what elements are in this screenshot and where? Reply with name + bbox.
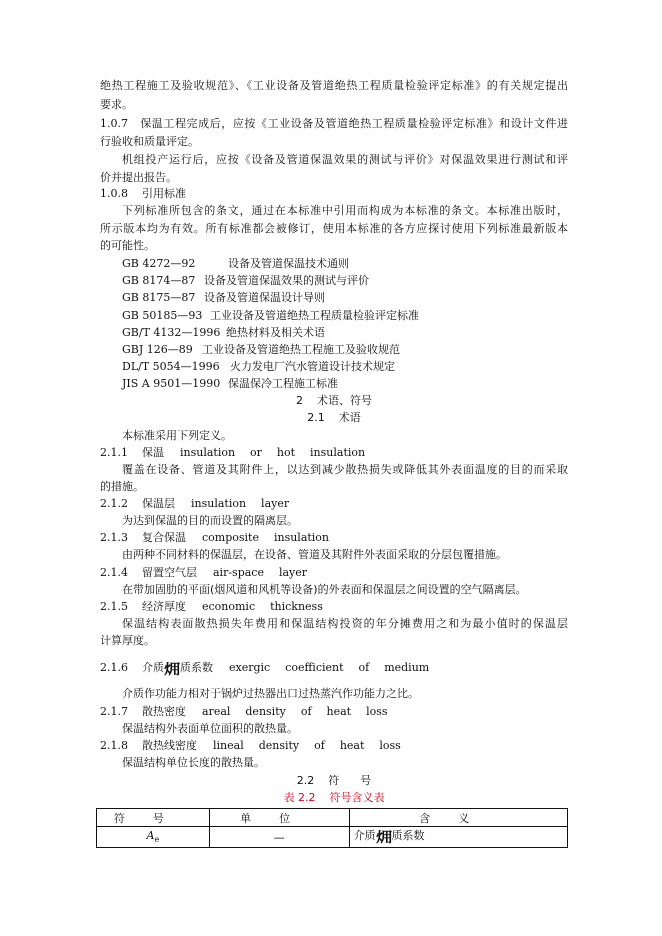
term-english: lineal density of heat loss	[213, 739, 401, 752]
term-number: 2.1.4	[100, 566, 128, 579]
standard-title: 工业设备及管道绝热工程施工及验收规范	[202, 343, 400, 356]
paragraph-line: 所示版本均为有效。所有标准都会被修订，使用本标准的各方应探讨使用下列标准最新版本	[100, 222, 568, 235]
term-name: 散热密度	[142, 705, 186, 718]
standard-title: 保温保冷工程施工标准	[228, 377, 338, 390]
standard-item	[122, 256, 349, 272]
term-definition: 保温结构单位长度的散热量。	[122, 756, 265, 769]
symbol-table	[96, 808, 568, 848]
term-definition: 保温结构表面散热损失年费用和保温结构投资的年分摊费用之和为最小值时的保温层	[122, 617, 568, 630]
paragraph-line: 本标准采用下列定义。	[122, 429, 232, 442]
standard-code: GB 8174—87	[122, 274, 196, 287]
term-number: 2.1.2	[100, 497, 128, 510]
exergy-glyph: 㶲	[375, 830, 392, 846]
term-name: 复合保温	[142, 531, 186, 544]
clause-number: 1.0.8	[100, 187, 128, 200]
symbol-letter: A	[146, 829, 155, 843]
standard-code: GB 4272—92	[122, 257, 196, 270]
column-header: 含义	[349, 809, 567, 827]
paragraph-line: 下列标准所包含的条文，通过在本标准中引用而构成为本标准的条文。本标准出版时，	[122, 204, 568, 217]
term-entry	[100, 704, 388, 720]
term-number: 2.1.7	[100, 705, 128, 718]
paragraph-line: 绝热工程施工及验收规范》、《工业设备及管道绝热工程质量检验评定标准》的有关规定提出	[100, 79, 568, 92]
term-entry	[100, 599, 323, 615]
column-header: 符号	[97, 809, 210, 827]
term-english: composite insulation	[202, 531, 330, 544]
symbol-cell	[97, 827, 210, 848]
standard-code: GB/T 4132—1996	[122, 326, 221, 339]
table-header-row	[97, 809, 568, 827]
standard-code: GBJ 126—89	[122, 343, 193, 356]
paragraph-line: 机组投产运行后，应按《设备及管道保温效果的测试与评价》对保温效果进行测试和评	[122, 153, 568, 166]
table-caption: 表 2.2 符号含义表	[283, 791, 385, 804]
section-heading: 2.2 符 号	[296, 774, 372, 787]
term-name-part: 介质	[142, 661, 164, 674]
standard-item	[122, 342, 400, 358]
standard-title: 设备及管道保温技术通则	[228, 257, 349, 270]
standard-item	[122, 273, 369, 289]
term-entry	[100, 738, 401, 754]
term-english: insulation or hot insulation	[180, 446, 366, 459]
clause-1-0-7	[100, 116, 568, 132]
term-entry	[100, 565, 307, 581]
term-definition: 保温结构外表面单位面积的散热量。	[122, 722, 298, 735]
term-definition: 由两种不同材料的保温层，在设备、管道及其附件外表面采取的分层包覆措施。	[122, 548, 507, 561]
term-number: 2.1.6	[100, 661, 128, 674]
standard-item	[122, 325, 325, 341]
term-name: 经济厚度	[142, 600, 186, 613]
term-number: 2.1.8	[100, 739, 128, 752]
column-header: 单位	[209, 809, 349, 827]
standard-code: DL/T 5054—1996	[122, 360, 220, 373]
paragraph-line: 行验收和质量评定。	[100, 135, 199, 148]
term-definition: 在带加固肋的平面(烟风道和风机等设备)的外表面和保温层之间设置的空气隔离层。	[122, 583, 527, 596]
standard-title: 设备及管道保温设计导则	[204, 291, 325, 304]
term-entry	[100, 660, 429, 678]
standard-title: 绝热材料及相关术语	[226, 326, 325, 339]
standard-code: GB 50185—93	[122, 309, 203, 322]
clause-number: 1.0.7	[100, 117, 128, 130]
exergy-glyph: 㶲	[163, 662, 181, 678]
standard-title: 工业设备及管道绝热工程质量检验评定标准	[210, 309, 419, 322]
term-number: 2.1.1	[100, 446, 128, 459]
standard-code: GB 8175—87	[122, 291, 196, 304]
standard-item	[122, 290, 325, 306]
term-name: 保温	[142, 446, 164, 459]
term-definition: 覆盖在设备、管道及其附件上，以达到减少散热损失或降低其外表面温度的目的而采取	[122, 463, 568, 476]
term-name: 保温层	[142, 497, 175, 510]
term-name: 散热线密度	[142, 739, 197, 752]
meaning-part: 质系数	[391, 829, 425, 842]
term-definition: 为达到保温的目的而设置的隔离层。	[122, 514, 298, 527]
standard-code: JIS A 9501—1990	[122, 377, 221, 390]
clause-title: 引用标准	[142, 187, 186, 200]
term-name-part: 质系数	[180, 661, 213, 674]
paragraph-line: 要求。	[100, 98, 133, 111]
meaning-part: 介质	[353, 829, 376, 842]
term-definition: 的措施。	[100, 480, 144, 493]
term-english: exergic coefficient of medium	[229, 661, 430, 674]
unit-cell: —	[209, 827, 349, 848]
term-entry	[100, 530, 329, 546]
meaning-cell	[349, 827, 567, 848]
standard-title: 火力发电厂汽水管道设计技术规定	[230, 360, 395, 373]
chapter-heading: 2 术语、符号	[296, 394, 372, 407]
term-number: 2.1.3	[100, 531, 128, 544]
standard-item	[122, 359, 395, 375]
clause-1-0-8	[100, 186, 186, 202]
clause-text: 保温工程完成后，应按《工业设备及管道绝热工程质量检验评定标准》和设计文件进	[140, 117, 569, 130]
term-english: economic thickness	[202, 600, 323, 613]
symbol-subscript: e	[154, 835, 160, 845]
term-english: areal density of heat loss	[202, 705, 388, 718]
standard-item	[122, 308, 419, 324]
section-heading: 2.1 术语	[307, 411, 361, 424]
term-number: 2.1.5	[100, 600, 128, 613]
standard-title: 设备及管道保温效果的测试与评价	[204, 274, 369, 287]
term-definition: 介质作功能力相对于锅炉过热器出口过热蒸汽作功能力之比。	[122, 687, 419, 700]
standard-item	[122, 376, 338, 392]
table-row	[97, 827, 568, 848]
term-english: insulation layer	[191, 497, 290, 510]
term-entry	[100, 496, 289, 512]
term-entry	[100, 445, 365, 461]
term-english: air-space layer	[213, 566, 308, 579]
term-name: 留置空气层	[142, 566, 197, 579]
paragraph-line: 价并提出报告。	[100, 171, 177, 184]
term-definition: 计算厚度。	[100, 634, 155, 647]
paragraph-line: 的可能性。	[100, 239, 155, 252]
